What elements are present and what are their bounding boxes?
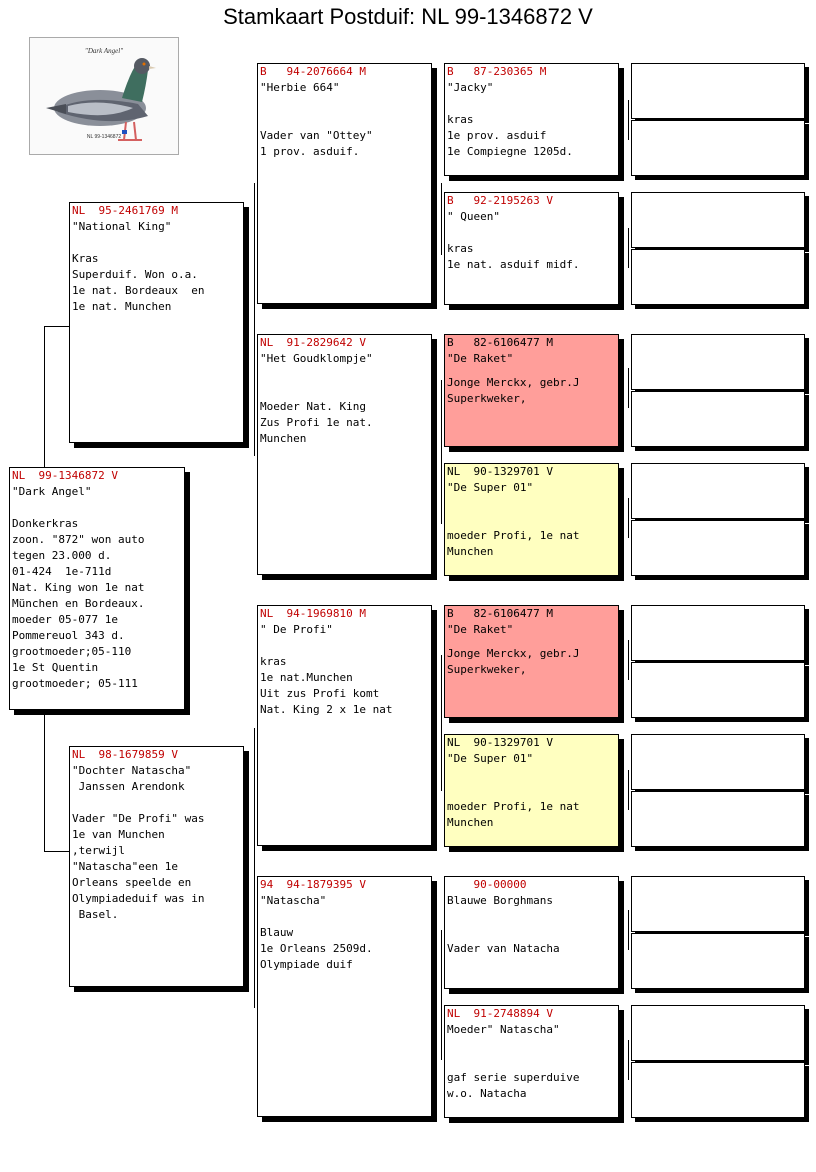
connector-line: [628, 1040, 629, 1080]
pigeon-name: " Queen": [447, 210, 500, 223]
pedigree-card-great-grandparent: [444, 463, 619, 576]
pigeon-name: "Natascha": [260, 894, 327, 907]
ring-number: 94 94-1879395 V: [260, 878, 366, 891]
pigeon-name: "De Raket": [447, 623, 514, 636]
pigeon-info: Vader "De Profi" was 1e van Munchen ,terwijl "Natascha"een 1e Orleans speelde en Olympiadeduif was in Basel.: [72, 812, 205, 921]
empty-card: [631, 1005, 805, 1061]
empty-card: [631, 662, 805, 718]
connector-line: [628, 368, 629, 408]
ring-number: B 82-6106477 M: [447, 607, 553, 620]
pigeon-info: moeder Profi, 1e nat Munchen: [447, 800, 580, 829]
pigeon-photo: [29, 37, 179, 155]
empty-card: [631, 933, 805, 989]
ring-number: B 82-6106477 M: [447, 336, 553, 349]
pigeon-name: "De Super 01": [447, 752, 534, 765]
ring-number: NL 94-1969810 M: [260, 607, 366, 620]
ring-number: NL 90-1329701 V: [447, 465, 553, 478]
pigeon-name: " De Profi": [260, 623, 333, 636]
ring-number: NL 95-2461769 M: [72, 204, 178, 217]
photo-ring-caption: NL 99-1346872: [86, 134, 122, 140]
pigeon-name: "De Super 01": [447, 481, 534, 494]
pigeon-info: Donkerkras zoon. "872" won auto tegen 23.000 d. 01-424 1e-711d Nat. King won 1e nat München en Bordeaux. moeder 05-077 1e Pommereuol 343 d. grootmoeder;05-110 1e St Quentin grootmoeder; 05-111: [12, 517, 145, 690]
ring-number: NL 99-1346872 V: [12, 469, 118, 482]
ring-number: 90-00000: [447, 878, 527, 891]
empty-card: [631, 391, 805, 447]
connector-line: [628, 498, 629, 538]
empty-card: [631, 120, 805, 176]
pigeon-info: Moeder Nat. King Zus Profi 1e nat. Munchen: [260, 400, 373, 445]
pedigree-card-great-grandparent: [444, 1005, 619, 1118]
pedigree-card-grandparent: [257, 63, 432, 304]
pigeon-name: "Herbie 664": [260, 81, 340, 94]
connector-line: [441, 655, 442, 791]
connector-line: [441, 183, 442, 255]
empty-card: [631, 734, 805, 790]
pigeon-name: "Het Goudklompje": [260, 352, 373, 365]
pigeon-name: "National King": [72, 220, 172, 233]
pigeon-info: kras 1e nat.Munchen Uit zus Profi komt Nat. King 2 x 1e nat: [260, 655, 393, 716]
ring-number: B 94-2076664 M: [260, 65, 366, 78]
connector-line: [44, 713, 45, 851]
pigeon-name: "Dochter Natascha" Janssen Arendonk: [72, 764, 192, 793]
connector-line: [254, 728, 255, 1008]
connector-line: [44, 326, 70, 327]
ring-number: NL 91-2748894 V: [447, 1007, 553, 1020]
pigeon-info: kras 1e nat. asduif midf.: [447, 242, 580, 271]
empty-card: [631, 249, 805, 305]
connector-line: [628, 640, 629, 680]
empty-card: [631, 63, 805, 119]
ring-number: B 92-2195263 V: [447, 194, 553, 207]
pedigree-card-great-grandparent: [444, 734, 619, 847]
empty-card: [631, 876, 805, 932]
empty-card: [631, 520, 805, 576]
empty-card: [631, 334, 805, 390]
page-title: Stamkaart Postduif: NL 99-1346872 V: [223, 4, 593, 29]
pigeon-info: Jonge Merckx, gebr.J Superkweker,: [447, 647, 580, 676]
pedigree-card-subject: [9, 467, 185, 710]
empty-card: [631, 192, 805, 248]
pigeon-name: Blauwe Borghmans: [447, 894, 553, 907]
pedigree-card-great-grandparent: [444, 334, 619, 447]
empty-card: [631, 791, 805, 847]
empty-card: [631, 463, 805, 519]
pigeon-info: kras 1e prov. asduif 1e Compiegne 1205d.: [447, 113, 573, 158]
pigeon-info: Vader van "Ottey" 1 prov. asduif.: [260, 129, 373, 158]
connector-line: [628, 100, 629, 140]
pigeon-name: "De Raket": [447, 352, 514, 365]
pedigree-card-great-grandparent: [444, 63, 619, 176]
pigeon-info: Jonge Merckx, gebr.J Superkweker,: [447, 376, 580, 405]
connector-line: [44, 851, 70, 852]
connector-line: [628, 910, 629, 950]
connector-line: [254, 183, 255, 456]
ring-number: NL 90-1329701 V: [447, 736, 553, 749]
pigeon-info: Kras Superduif. Won o.a. 1e nat. Bordeaux en 1e nat. Munchen: [72, 252, 205, 313]
connector-line: [441, 930, 442, 1060]
pedigree-card-grandparent: [257, 605, 432, 846]
pigeon-name: "Dark Angel": [12, 485, 92, 498]
pedigree-card-grandparent: [257, 334, 432, 575]
ring-number: NL 91-2829642 V: [260, 336, 366, 349]
pigeon-info: moeder Profi, 1e nat Munchen: [447, 529, 580, 558]
photo-caption: "Dark Angel": [84, 47, 124, 55]
pedigree-card-grandparent: [257, 876, 432, 1117]
pigeon-info: Vader van Natacha: [447, 942, 560, 955]
connector-line: [628, 770, 629, 810]
pedigree-card-great-grandparent: [444, 605, 619, 718]
pedigree-card-great-grandparent: [444, 192, 619, 305]
connector-line: [441, 380, 442, 524]
ring-number: NL 98-1679859 V: [72, 748, 178, 761]
pedigree-card-sire: [69, 202, 244, 443]
ring-number: B 87-230365 M: [447, 65, 547, 78]
pigeon-name: Moeder" Natascha": [447, 1023, 560, 1036]
connector-line: [44, 326, 45, 469]
connector-line: [628, 228, 629, 268]
pigeon-info: Blauw 1e Orleans 2509d. Olympiade duif: [260, 926, 373, 971]
pigeon-info: gaf serie superduive w.o. Natacha: [447, 1071, 580, 1100]
empty-card: [631, 605, 805, 661]
pedigree-card-dam: [69, 746, 244, 987]
pedigree-card-great-grandparent: [444, 876, 619, 989]
pigeon-name: "Jacky": [447, 81, 494, 94]
empty-card: [631, 1062, 805, 1118]
